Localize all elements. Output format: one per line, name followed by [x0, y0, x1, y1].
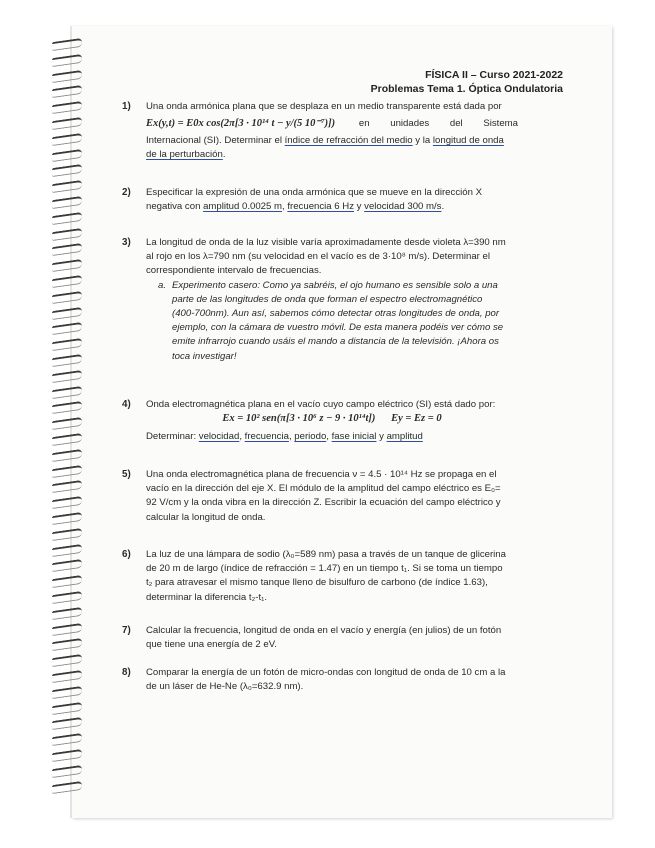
- problem-text: .: [222, 149, 226, 161]
- problem-text: correspondiente intervalo de frecuencias.: [146, 265, 322, 277]
- spiral-coil: [52, 686, 82, 699]
- spiral-coil: [52, 101, 82, 114]
- spiral-coil: [52, 559, 82, 572]
- page-header: [371, 68, 563, 96]
- spiral-coil: [52, 512, 82, 525]
- problem-2: [122, 186, 518, 214]
- underlined-term: longitud de onda: [432, 135, 504, 147]
- problem-text: La luz de una lámpara de sodio (λ₀=589 nm) pasa a través de un tanque de glicerina: [146, 549, 506, 560]
- spiral-coil: [52, 670, 82, 683]
- spiral-coil: [52, 717, 82, 730]
- spiral-coil: [52, 765, 82, 778]
- spiral-coil: [52, 780, 82, 793]
- underlined-term: velocidad 300 m/s: [364, 201, 442, 213]
- spiral-coil: [52, 148, 82, 161]
- problem-text: Especificar la expresión de una onda armónica que se mueve en la dirección X: [146, 187, 482, 198]
- problem-text: ,: [282, 201, 288, 213]
- spiral-coil: [52, 164, 82, 177]
- course-title: FÍSICA II – Curso 2021-2022: [425, 69, 563, 81]
- spiral-coil: [52, 401, 82, 414]
- problem-text: Internacional (SI). Determinar el: [146, 135, 285, 147]
- spiral-coil: [52, 85, 82, 98]
- experiment-line: (400-700nm). Aun así, sabemos cómo detectar otras longitudes de onda, por: [172, 308, 500, 320]
- problem-3: [122, 236, 518, 364]
- electric-field-equation: Ex = 10² sen(π[3 · 10⁶ z − 9 · 10¹⁴t]) Ey = Ez = 0: [222, 413, 442, 425]
- problem-text: La longitud de onda de la luz visible varía aproximadamente desde violeta λ=390 nm: [146, 237, 506, 248]
- spiral-binding: [52, 40, 82, 810]
- spiral-coil: [52, 227, 82, 240]
- problem-text: en unidades del Sistema: [358, 118, 518, 130]
- problem-number: 4): [122, 399, 131, 410]
- underlined-term: frecuencia 6 Hz: [287, 201, 355, 213]
- problem-6: [122, 548, 518, 605]
- wave-equation: Ex(y,t) = E0x cos(2π[3 · 10¹⁴ t − y/(5 10⁻⁷)]): [146, 118, 336, 130]
- separator: ,: [239, 431, 245, 443]
- spiral-coil: [52, 496, 82, 509]
- problem-text: y la: [412, 135, 433, 147]
- spiral-coil: [52, 133, 82, 146]
- spiral-coil: [52, 370, 82, 383]
- spiral-coil: [52, 354, 82, 367]
- experiment-line: parte de las longitudes de onda que forman el espectro electromagnético: [172, 293, 483, 305]
- underlined-term: velocidad: [198, 431, 240, 443]
- underlined-term: amplitud: [386, 431, 423, 443]
- spiral-coil: [52, 543, 82, 556]
- experiment-line: ejemplo, con la cámara de vuestro móvil. De esta manera podéis ver cómo se: [172, 322, 504, 334]
- spiral-coil: [52, 54, 82, 67]
- spiral-coil: [52, 117, 82, 130]
- spiral-coil: [52, 607, 82, 620]
- spiral-coil: [52, 38, 82, 51]
- problem-text: que tiene una energía de 2 eV.: [146, 639, 277, 651]
- problem-text: Determinar:: [146, 431, 199, 443]
- problem-number: 8): [122, 667, 131, 678]
- problem-number: 6): [122, 549, 131, 560]
- problem-1: [122, 100, 518, 163]
- problem-number: 1): [122, 101, 131, 112]
- home-experiment: [158, 279, 518, 364]
- problem-text: 92 V/cm y la onda vibra en la dirección Z. Escribir la ecuación del campo eléctrico y: [146, 497, 501, 509]
- separator: ,: [288, 431, 295, 443]
- problem-text: calcular la longitud de onda.: [146, 511, 266, 523]
- spiral-coil: [52, 733, 82, 746]
- experiment-line: Experimento casero: Como ya sabréis, el ojo humano es sensible solo a una: [172, 279, 498, 291]
- problem-text: determinar la diferencia t₂-t₁.: [146, 591, 268, 603]
- problem-7: [122, 624, 518, 652]
- problem-5: [122, 468, 518, 525]
- spiral-coil: [52, 433, 82, 446]
- spiral-coil: [52, 212, 82, 225]
- spiral-coil: [52, 322, 82, 335]
- spiral-coil: [52, 196, 82, 209]
- underlined-term: periodo: [294, 431, 327, 443]
- spiral-coil: [52, 259, 82, 272]
- spiral-coil: [52, 417, 82, 430]
- spiral-coil: [52, 338, 82, 351]
- problem-number: 7): [122, 625, 131, 636]
- spiral-coil: [52, 622, 82, 635]
- spiral-coil: [52, 275, 82, 288]
- problem-text: al rojo en los λ=790 nm (su velocidad en el vacío es de 3·10⁸ m/s). Determinar el: [146, 251, 490, 263]
- spiral-coil: [52, 528, 82, 541]
- spiral-coil: [52, 69, 82, 82]
- spiral-coil: [52, 575, 82, 588]
- problem-text: Una onda electromagnética plana de frecuencia ν = 4.5 · 10¹⁴ Hz se propaga en el: [146, 469, 497, 480]
- problem-number: 3): [122, 237, 131, 248]
- underlined-term: de la perturbación: [146, 149, 223, 161]
- problem-text: Calcular la frecuencia, longitud de onda en el vacío y energía (en julios) de un fotón: [146, 625, 502, 636]
- problem-number: 2): [122, 187, 131, 198]
- problem-number: 5): [122, 469, 131, 480]
- spiral-coil: [52, 591, 82, 604]
- experiment-line: toca investigar!: [172, 350, 237, 362]
- problem-text: vacío en la dirección del eje X. El módulo de la amplitud del campo eléctrico es E₀=: [146, 483, 501, 495]
- problem-8: [122, 666, 518, 694]
- spiral-coil: [52, 749, 82, 762]
- problem-text: t₂ para atravesar el mismo tanque lleno de bisulfuro de carbono (de índice 1.63),: [146, 577, 488, 589]
- spiral-coil: [52, 701, 82, 714]
- problem-text: y: [354, 201, 365, 213]
- spiral-coil: [52, 243, 82, 256]
- problem-text: negativa con: [146, 201, 204, 213]
- problem-text: Una onda armónica plana que se desplaza en un medio transparente está dada por: [146, 101, 502, 112]
- problem-4: [122, 398, 518, 444]
- problem-text: Onda electromagnética plana en el vacío cuyo campo eléctrico (SI) está dado por:: [146, 399, 496, 410]
- separator: y: [376, 431, 387, 443]
- underlined-term: frecuencia: [244, 431, 289, 443]
- sub-item-label: a.: [158, 279, 167, 291]
- underlined-term: fase inicial: [331, 431, 377, 443]
- underlined-term: amplitud 0.0025 m: [203, 201, 283, 213]
- problem-text: de un láser de He-Ne (λ₀=632.9 nm).: [146, 681, 304, 693]
- problem-text: .: [441, 201, 445, 213]
- spiral-coil: [52, 385, 82, 398]
- spiral-coil: [52, 480, 82, 493]
- spiral-coil: [52, 464, 82, 477]
- problem-text: Comparar la energía de un fotón de micro-ondas con longitud de onda de 10 cm a la: [146, 667, 506, 678]
- underlined-term: índice de refracción del medio: [284, 135, 413, 147]
- spiral-coil: [52, 638, 82, 651]
- spiral-coil: [52, 449, 82, 462]
- problem-text: de 20 m de largo (índice de refracción = 1.47) en un tiempo t₁. Si se toma un tiempo: [146, 563, 503, 575]
- spiral-coil: [52, 291, 82, 304]
- worksheet-title: Problemas Tema 1. Óptica Ondulatoria: [370, 83, 563, 95]
- spiral-coil: [52, 180, 82, 193]
- spiral-coil: [52, 306, 82, 319]
- experiment-line: emite infrarrojo cuando usáis el mando a distancia de la televisión. ¡Ahora os: [172, 336, 499, 348]
- separator: ,: [326, 431, 332, 443]
- spiral-coil: [52, 654, 82, 667]
